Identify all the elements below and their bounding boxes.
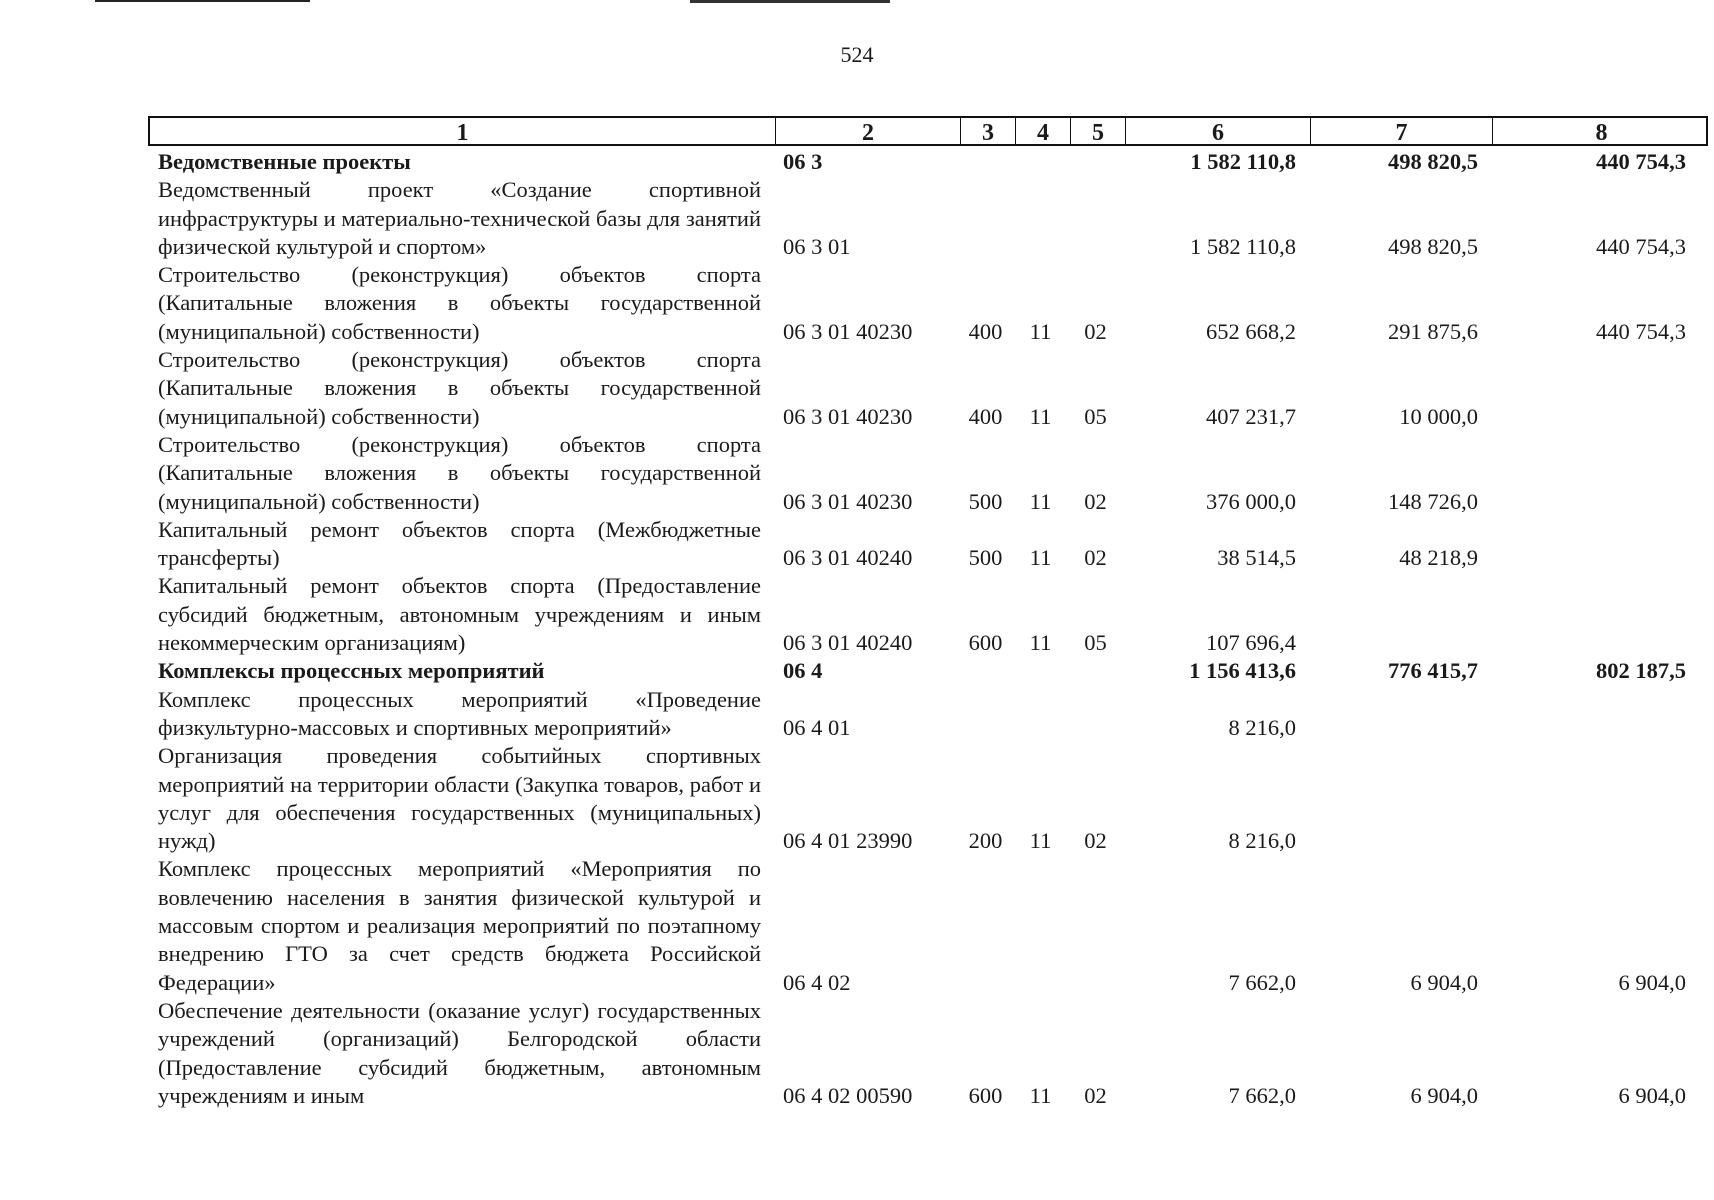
row-col6-amount: 1 582 110,8: [1189, 233, 1296, 259]
row-pr-cell: 02: [1084, 318, 1107, 344]
column-header-5: 5: [1070, 118, 1125, 144]
row-col6-amount: 407 231,7: [1206, 403, 1296, 429]
row-col6-amount: 8 216,0: [1228, 828, 1296, 854]
row-name-cell: Капитальный ремонт объектов спорта (Межбюджетные трансферты): [158, 516, 761, 571]
row-rz-cell: 11: [1029, 403, 1052, 429]
table-row: [148, 997, 1708, 1110]
row-col6-amount: 7 662,0: [1228, 969, 1296, 995]
row-col6-amount: 8 216,0: [1228, 714, 1296, 740]
row-name-cell: Капитальный ремонт объектов спорта (Предоставление субсидий бюджетным, автономным учреждениям и иным некоммерческим организациям): [158, 573, 761, 656]
row-col7-amount: 10 000,0: [1399, 403, 1478, 429]
row-vr-cell: 500: [968, 545, 1003, 571]
table-row: [148, 346, 1708, 431]
row-pr-cell: 02: [1084, 545, 1107, 571]
row-pr-cell: 05: [1084, 403, 1107, 429]
table-row: [148, 261, 1708, 346]
row-col7-amount: 6 904,0: [1410, 1082, 1478, 1108]
column-header-2: 2: [775, 118, 960, 144]
row-col8-amount: 440 754,3: [1596, 233, 1686, 259]
row-code-cell: 06 4: [783, 658, 823, 684]
table-header-row: [148, 116, 1708, 146]
row-pr-cell: 05: [1084, 630, 1107, 656]
page-number: 524: [840, 42, 874, 67]
row-name-cell: Комплекс процессных мероприятий «Проведение физкультурно-массовых и спортивных мероприятий»: [158, 686, 761, 740]
row-col6-amount: 652 668,2: [1206, 318, 1296, 344]
row-name-cell: Комплекс процессных мероприятий «Мероприятия по вовлечению населения в занятия физической культурой и массовым спортом и реализация мероприятий по поэтапному внедрению ГТО за счет средств бюджета Российской Федерации»: [158, 856, 761, 995]
table-row: [148, 431, 1708, 516]
row-col8-amount: 440 754,3: [1596, 149, 1686, 174]
row-vr-cell: 500: [968, 488, 1003, 514]
row-vr-cell: 200: [968, 828, 1003, 854]
column-header-8: 8: [1492, 118, 1710, 144]
budget-table: [148, 116, 1708, 1110]
column-header-3: 3: [960, 118, 1015, 144]
row-vr-cell: 600: [968, 1082, 1003, 1108]
row-code-cell: 06 3: [783, 149, 823, 174]
row-name-cell: Ведомственные проекты: [158, 149, 411, 174]
row-code-cell: 06 4 02 00590: [783, 1082, 913, 1108]
column-header-7: 7: [1310, 118, 1492, 144]
row-code-cell: 06 3 01 40240: [783, 630, 913, 656]
row-code-cell: 06 4 01 23990: [783, 828, 913, 854]
table-row: [148, 855, 1708, 996]
row-rz-cell: 11: [1029, 630, 1052, 656]
row-pr-cell: 02: [1084, 488, 1107, 514]
row-rz-cell: 11: [1029, 318, 1052, 344]
table-body: [148, 146, 1708, 1110]
top-edge-rule: [95, 0, 310, 2]
row-col8-amount: 802 187,5: [1596, 658, 1686, 684]
row-rz-cell: 11: [1029, 545, 1052, 571]
row-col6-amount: 1 156 413,6: [1189, 658, 1296, 684]
row-col7-amount: 498 820,5: [1388, 149, 1478, 174]
row-name-cell: Организация проведения событийных спортивных мероприятий на территории области (Закупка товаров, работ и услуг для обеспечения государственных (муниципальных) нужд): [158, 743, 761, 854]
row-name-cell: Обеспечение деятельности (оказание услуг) государственных учреждений (организаций) Белгородской области (Предоставление субсидий бюджетным, автономным учреждениям и иным: [158, 997, 761, 1108]
table-row: [148, 176, 1708, 261]
table-row: [148, 516, 1708, 573]
table-section-row: [148, 148, 1708, 176]
table-section-row: [148, 657, 1708, 685]
row-col7-amount: 6 904,0: [1410, 969, 1478, 995]
row-pr-cell: 02: [1084, 1082, 1107, 1108]
column-header-4: 4: [1015, 118, 1070, 144]
row-vr-cell: 400: [968, 403, 1003, 429]
row-name-cell: Комплексы процессных мероприятий: [158, 658, 545, 684]
row-code-cell: 06 3 01 40230: [783, 318, 913, 344]
row-name-cell: Строительство (реконструкция) объектов спорта (Капитальные вложения в объекты государственной (муниципальной) собственности): [158, 431, 761, 514]
row-col6-amount: 1 582 110,8: [1190, 149, 1296, 174]
row-pr-cell: 02: [1084, 828, 1107, 854]
table-row: [148, 686, 1708, 743]
row-rz-cell: 11: [1029, 1082, 1052, 1108]
row-code-cell: 06 3 01 40230: [783, 403, 913, 429]
row-col7-amount: 48 218,9: [1399, 545, 1478, 571]
column-header-6: 6: [1125, 118, 1310, 144]
row-col7-amount: 148 726,0: [1388, 488, 1478, 514]
row-code-cell: 06 4 01: [783, 714, 851, 740]
row-name-cell: Ведомственный проект «Создание спортивной инфраструктуры и материально-технической базы для занятий физической культурой и спортом»: [158, 177, 761, 259]
row-name-cell: Строительство (реконструкция) объектов спорта (Капитальные вложения в объекты государственной (муниципальной) собственности): [158, 347, 761, 429]
row-col6-amount: 38 514,5: [1217, 545, 1296, 571]
table-row: [148, 572, 1708, 657]
row-col6-amount: 7 662,0: [1228, 1082, 1296, 1108]
row-col7-amount: 498 820,5: [1388, 233, 1478, 259]
column-header-1: 1: [456, 120, 469, 146]
row-rz-cell: 11: [1029, 828, 1052, 854]
row-col7-amount: 291 875,6: [1388, 318, 1478, 344]
row-vr-cell: 600: [968, 630, 1003, 656]
top-edge-rule-2: [690, 0, 890, 3]
row-col8-amount: 440 754,3: [1596, 318, 1686, 344]
table-row: [148, 742, 1708, 855]
row-vr-cell: 400: [968, 318, 1003, 344]
row-rz-cell: 11: [1029, 488, 1052, 514]
row-code-cell: 06 3 01 40230: [783, 488, 913, 514]
row-col7-amount: 776 415,7: [1388, 658, 1478, 684]
row-code-cell: 06 4 02: [783, 969, 851, 995]
row-col8-amount: 6 904,0: [1618, 969, 1686, 995]
row-name-cell: Строительство (реконструкция) объектов спорта (Капитальные вложения в объекты государственной (муниципальной) собственности): [158, 262, 761, 344]
row-code-cell: 06 3 01 40240: [783, 545, 913, 571]
row-col6-amount: 107 696,4: [1206, 630, 1296, 656]
row-col8-amount: 6 904,0: [1618, 1082, 1686, 1108]
row-code-cell: 06 3 01: [783, 233, 851, 259]
row-col6-amount: 376 000,0: [1206, 488, 1296, 514]
